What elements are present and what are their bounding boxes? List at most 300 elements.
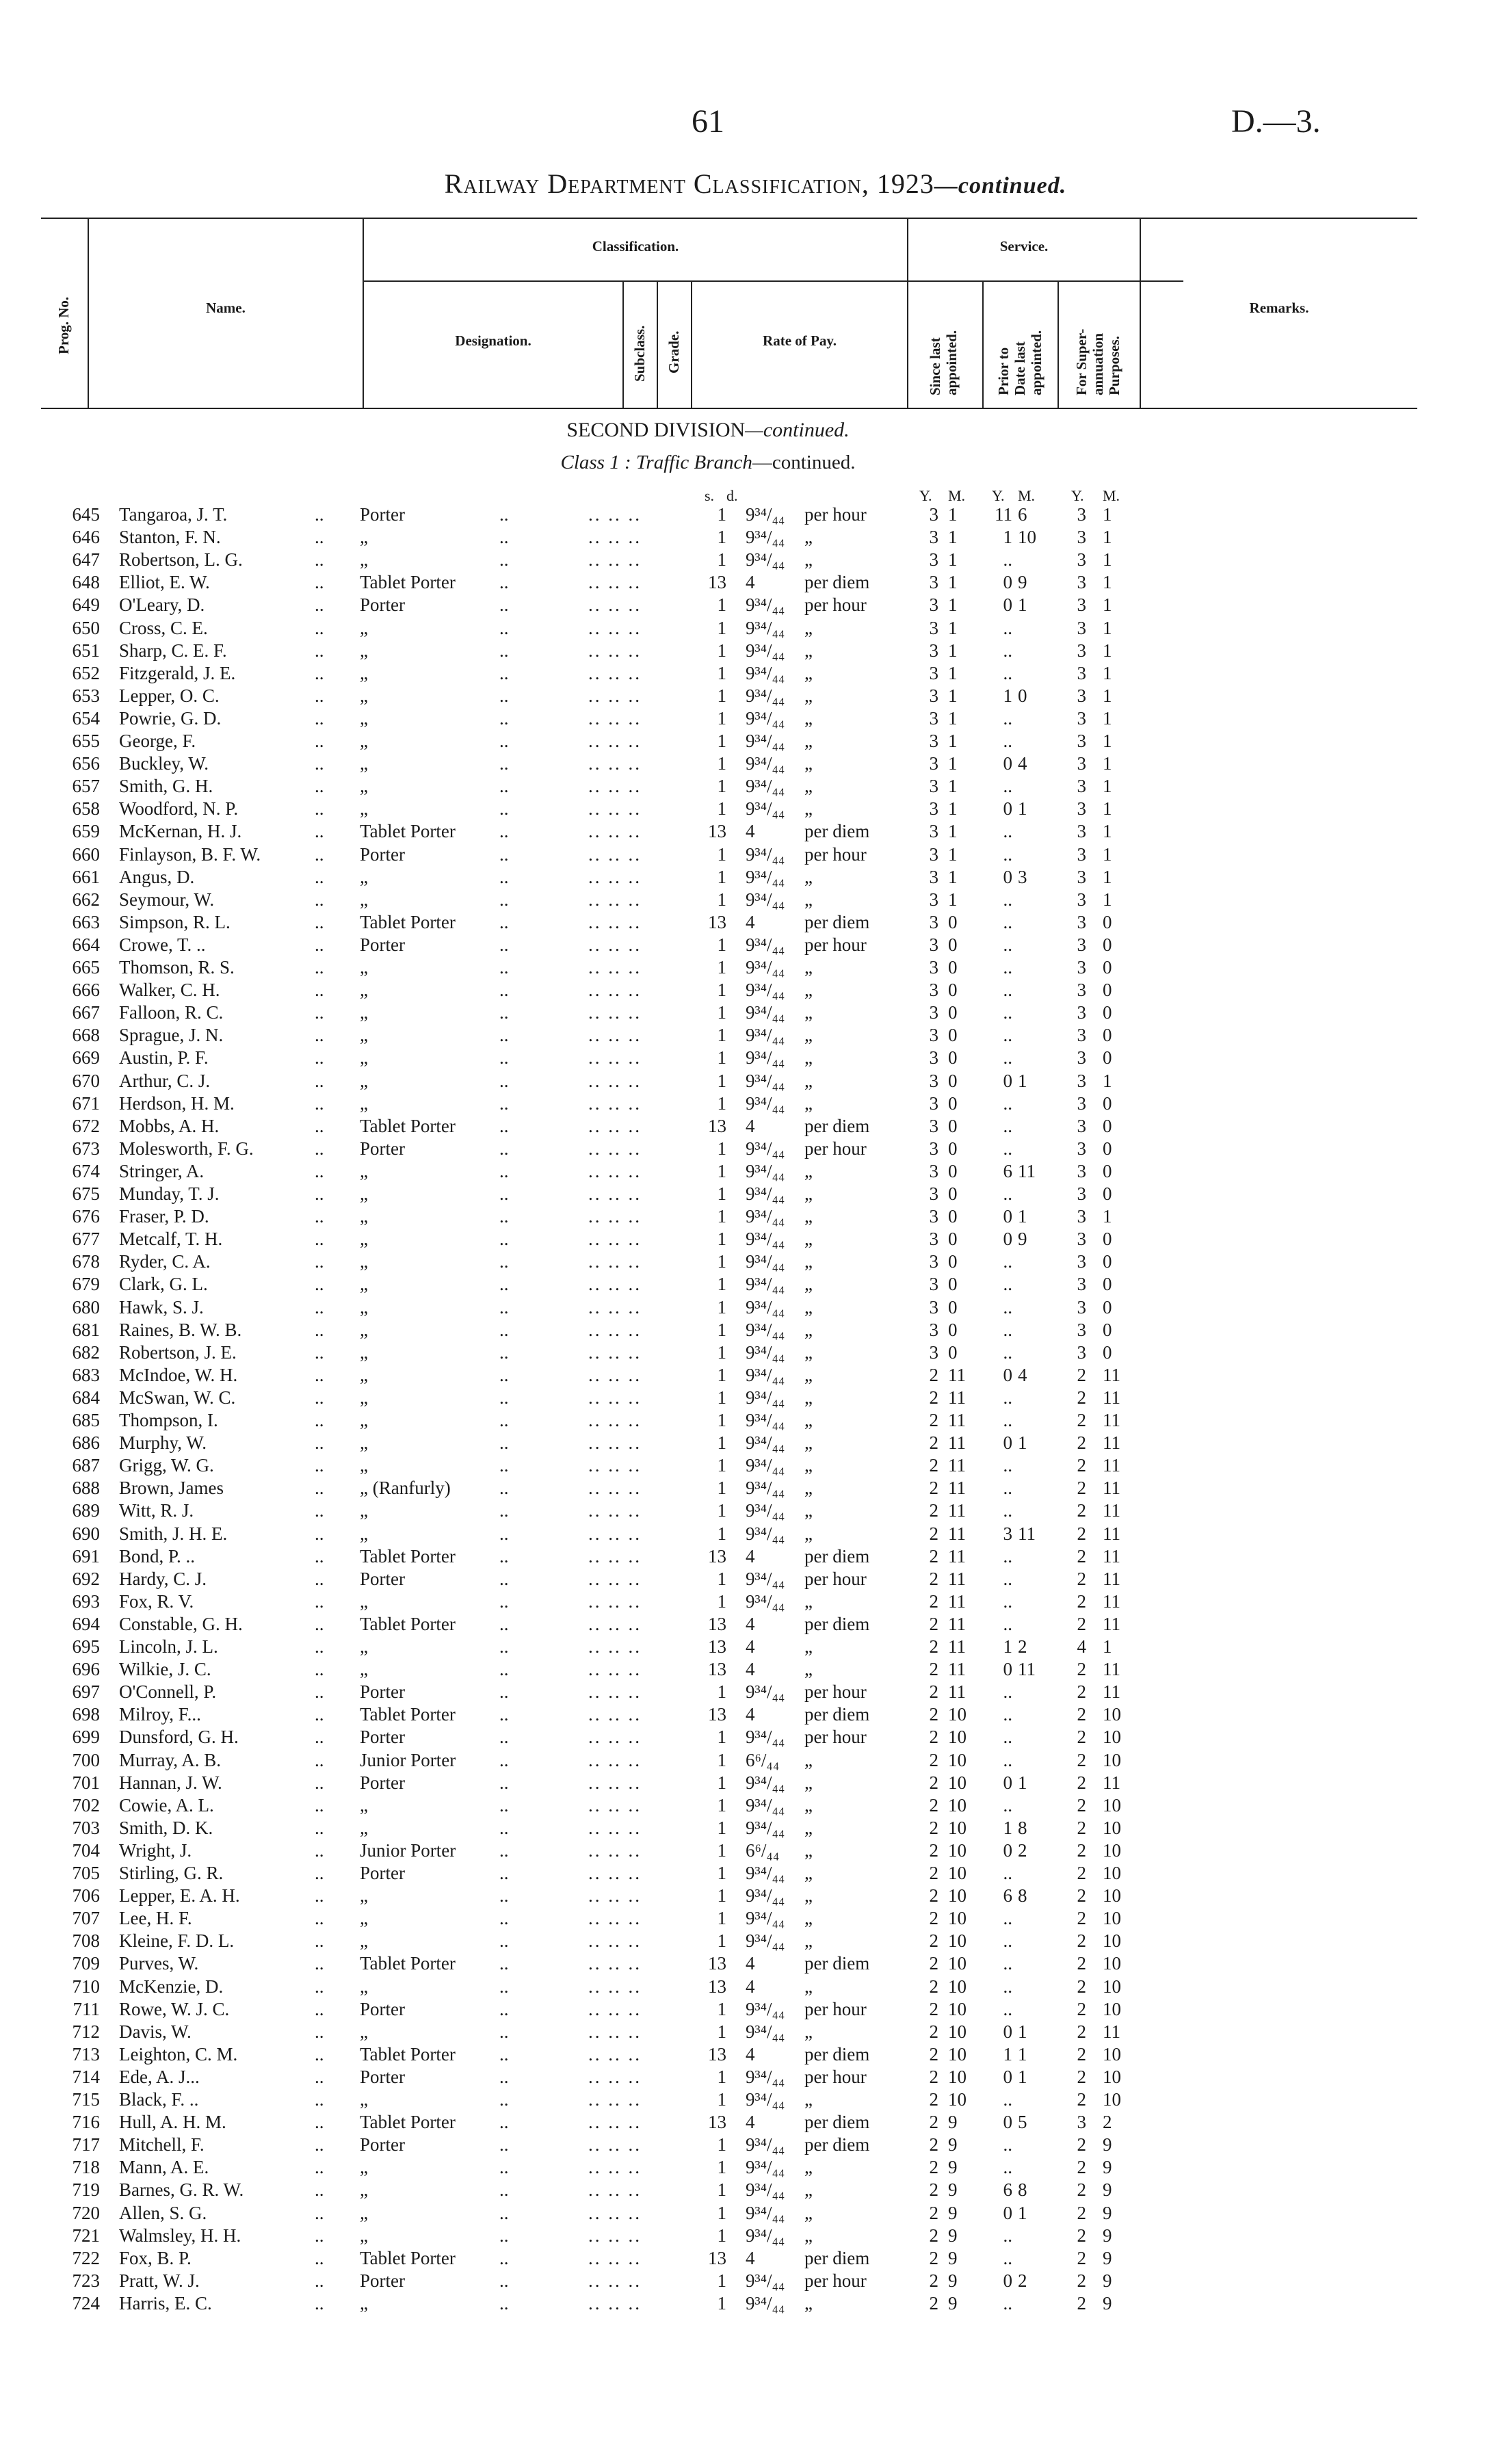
since-years: 3 [929, 662, 938, 683]
designation: „ [360, 1590, 368, 1612]
since-months: 9 [948, 2157, 958, 2178]
leader-dots: .. [499, 1455, 509, 1476]
pay-pence: 9³⁴/₄₄ [746, 2292, 785, 2314]
employee-name: McKenzie, D. [119, 1976, 224, 1997]
since-months: 0 [948, 1160, 958, 1181]
leader-dots: .. .. .. [588, 1772, 642, 1793]
leader-dots: .. .. .. [588, 1319, 642, 1340]
pay-pence: 9³⁴/₄₄ [746, 1863, 785, 1883]
pay-period: per hour [804, 1727, 867, 1748]
leader-dots: .. [499, 1930, 509, 1952]
pay-pence: 9³⁴/₄₄ [746, 1206, 785, 1227]
table-row [0, 503, 1511, 526]
since-months: 0 [948, 1341, 958, 1363]
pay-shillings: 1 [717, 731, 726, 751]
since-years: 2 [929, 2292, 938, 2314]
prior-years: .. [1003, 2247, 1012, 2268]
super-months: 0 [1103, 1229, 1112, 1250]
super-months: 1 [1103, 866, 1112, 887]
table-row [0, 1047, 1511, 1069]
pay-pence: 4 [746, 1953, 755, 1974]
pay-period: „ [804, 1160, 813, 1181]
prior-years: .. [1003, 1568, 1012, 1589]
designation: Tablet Porter [360, 1953, 456, 1974]
leader-dots: .. [315, 1613, 324, 1634]
since-years: 3 [929, 821, 938, 842]
prior-months: 1 [1018, 1772, 1027, 1793]
prior-years: .. [1003, 2089, 1012, 2110]
prog-number: 671 [72, 1092, 100, 1114]
leader-dots: .. [315, 662, 324, 683]
pay-shillings: 1 [717, 2270, 726, 2291]
employee-name: Sharp, C. E. F. [119, 640, 227, 661]
prog-number: 651 [72, 640, 100, 661]
table-row [0, 549, 1511, 571]
header-prior-line2: Date last [1012, 341, 1028, 395]
table-row [0, 866, 1511, 889]
pay-shillings: 1 [717, 1138, 726, 1159]
prog-number: 672 [72, 1115, 100, 1136]
header-service: Service. [999, 238, 1049, 254]
pay-shillings: 1 [717, 1998, 726, 2019]
table-row [0, 2179, 1511, 2201]
employee-name: Munday, T. J. [119, 1183, 220, 1204]
pay-shillings: 1 [717, 685, 726, 706]
super-years: 2 [1077, 1863, 1086, 1883]
designation: Tablet Porter [360, 911, 456, 932]
leader-dots: .. [499, 1387, 509, 1408]
designation: Tablet Porter [360, 1545, 456, 1567]
pay-shillings: 1 [717, 1885, 726, 1906]
leader-dots: .. [315, 753, 324, 774]
leader-dots: .. [499, 1545, 509, 1567]
pay-shillings: 1 [717, 866, 726, 887]
table-row [0, 1998, 1511, 2021]
table-row [0, 820, 1511, 843]
page-number: 61 [692, 103, 724, 140]
pay-period: „ [804, 1523, 813, 1544]
since-months: 9 [948, 2134, 958, 2155]
since-months: 1 [948, 527, 958, 548]
leader-dots: .. [499, 1839, 509, 1861]
pay-period: per diem [804, 1704, 870, 1725]
leader-dots: .. [315, 798, 324, 820]
designation: „ [360, 866, 368, 887]
prior-years: .. [1003, 1998, 1012, 2019]
super-years: 2 [1077, 1432, 1086, 1454]
pay-shillings: 1 [717, 1772, 726, 1793]
leader-dots: .. .. .. [588, 1478, 642, 1499]
designation: „ [360, 1432, 368, 1454]
prior-months: 8 [1018, 1817, 1027, 1838]
prog-number: 711 [73, 1998, 100, 2019]
pay-shillings: 1 [717, 2066, 726, 2087]
super-months: 0 [1103, 1047, 1112, 1069]
super-months: 10 [1103, 2089, 1121, 2110]
prog-number: 664 [72, 934, 100, 955]
table-row [0, 911, 1511, 934]
pay-period: „ [804, 2157, 813, 2178]
table-row [0, 1228, 1511, 1250]
prog-number: 695 [72, 1636, 100, 1657]
super-months: 9 [1103, 2247, 1112, 2268]
super-years: 3 [1077, 1341, 1086, 1363]
since-months: 9 [948, 2270, 958, 2291]
prior-years: 0 [1003, 1206, 1012, 1227]
leader-dots: .. [499, 1274, 509, 1295]
prior-months: 11 [1018, 1659, 1036, 1680]
prog-number: 656 [72, 753, 100, 774]
employee-name: Finlayson, B. F. W. [119, 843, 261, 865]
super-months: 9 [1103, 2225, 1112, 2246]
employee-name: Stringer, A. [119, 1160, 205, 1181]
pay-shillings: 1 [717, 1794, 726, 1816]
prior-years: .. [1003, 662, 1012, 683]
since-years: 3 [929, 1070, 938, 1091]
leader-dots: .. [315, 731, 324, 751]
prior-months: 11 [1018, 1523, 1036, 1544]
pay-period: „ [804, 980, 813, 1001]
leader-dots: .. [499, 957, 509, 978]
employee-name: Hardy, C. J. [119, 1568, 207, 1589]
pay-period: „ [804, 1206, 813, 1227]
super-months: 9 [1103, 2202, 1112, 2223]
leader-dots: .. .. .. [588, 1568, 642, 1589]
since-months: 10 [948, 1976, 967, 1997]
designation: „ [360, 1183, 368, 1204]
pay-shillings: 1 [717, 1523, 726, 1544]
pay-period: „ [804, 1863, 813, 1883]
leader-dots: .. [315, 1727, 324, 1748]
designation: „ [360, 1930, 368, 1952]
leader-dots: .. .. .. [588, 1659, 642, 1680]
prog-number: 722 [72, 2247, 100, 2268]
designation: „ [360, 1976, 368, 1997]
pay-period: per diem [804, 821, 870, 842]
pay-shillings: 1 [717, 1863, 726, 1883]
super-months: 0 [1103, 1251, 1112, 1272]
since-years: 2 [929, 2021, 938, 2042]
leader-dots: .. [315, 2157, 324, 2178]
header-mid-rule [363, 280, 1183, 282]
super-years: 2 [1077, 1410, 1086, 1430]
pay-shillings: 1 [717, 2179, 726, 2201]
leader-dots: .. [499, 2021, 509, 2042]
since-months: 0 [948, 911, 958, 932]
employee-name: Robertson, J. E. [119, 1341, 237, 1363]
prog-number: 692 [72, 1568, 100, 1589]
since-years: 2 [929, 1387, 938, 1408]
designation: „ [360, 1908, 368, 1929]
prior-years: .. [1003, 731, 1012, 751]
designation: „ [360, 1002, 368, 1023]
since-months: 0 [948, 1296, 958, 1318]
pay-pence: 9³⁴/₄₄ [746, 1092, 785, 1114]
table-row [0, 2111, 1511, 2134]
prior-months: 9 [1018, 572, 1027, 593]
employee-name: Bond, P. .. [119, 1545, 196, 1567]
pay-pence: 4 [746, 1976, 755, 1997]
employee-name: Purves, W. [119, 1953, 199, 1974]
pay-pence: 9³⁴/₄₄ [746, 594, 785, 616]
since-months: 0 [948, 1229, 958, 1250]
leader-dots: .. [315, 640, 324, 661]
super-years: 3 [1077, 980, 1086, 1001]
designation: Junior Porter [360, 1749, 456, 1770]
employee-name: Falloon, R. C. [119, 1002, 224, 1023]
employee-name: Harris, E. C. [119, 2292, 212, 2314]
since-years: 2 [929, 2202, 938, 2223]
pay-shillings: 1 [717, 798, 726, 820]
leader-dots: .. [315, 1002, 324, 1023]
since-months: 0 [948, 1047, 958, 1069]
leader-dots: .. .. .. [588, 1590, 642, 1612]
since-years: 2 [929, 1568, 938, 1589]
super-years: 2 [1077, 2247, 1086, 2268]
super-months: 0 [1103, 1138, 1112, 1159]
pay-period: per diem [804, 2043, 870, 2065]
employee-name: Wright, J. [119, 1839, 192, 1861]
prog-number: 683 [72, 1364, 100, 1385]
leader-dots: .. .. .. [588, 1025, 642, 1046]
prior-years: 0 [1003, 2270, 1012, 2291]
super-months: 1 [1103, 685, 1112, 706]
table-row [0, 798, 1511, 820]
since-months: 10 [948, 1817, 967, 1838]
super-months: 1 [1103, 617, 1112, 638]
super-years: 2 [1077, 2179, 1086, 2201]
since-years: 3 [929, 798, 938, 820]
leader-dots: .. [499, 1229, 509, 1250]
table-row [0, 2134, 1511, 2156]
since-months: 11 [948, 1387, 966, 1408]
pay-pence: 9³⁴/₄₄ [746, 1681, 785, 1703]
leader-dots: .. [499, 1568, 509, 1589]
since-months: 9 [948, 2202, 958, 2223]
prog-number: 680 [72, 1296, 100, 1318]
since-months: 10 [948, 1863, 967, 1883]
leader-dots: .. [315, 1681, 324, 1703]
pay-shillings: 1 [717, 1839, 726, 1861]
super-years: 2 [1077, 1953, 1086, 1974]
table-row [0, 1319, 1511, 1341]
prior-years: 1 [1003, 1817, 1012, 1838]
pay-shillings: 1 [717, 1092, 726, 1114]
since-months: 11 [948, 1613, 966, 1634]
designation: Porter [360, 2134, 405, 2155]
designation: „ [360, 1455, 368, 1476]
super-months: 1 [1103, 572, 1112, 593]
designation: Porter [360, 1681, 405, 1703]
since-years: 3 [929, 843, 938, 865]
since-years: 2 [929, 1908, 938, 1929]
prior-years: .. [1003, 1930, 1012, 1952]
designation: „ [360, 798, 368, 820]
since-months: 1 [948, 685, 958, 706]
since-months: 10 [948, 1749, 967, 1770]
since-years: 3 [929, 934, 938, 955]
since-months: 1 [948, 843, 958, 865]
table-row [0, 1364, 1511, 1387]
since-years: 3 [929, 866, 938, 887]
employee-name: McKernan, H. J. [119, 821, 242, 842]
leader-dots: .. .. .. [588, 776, 642, 797]
since-months: 9 [948, 2292, 958, 2314]
table-row [0, 571, 1511, 594]
prior-years: .. [1003, 1341, 1012, 1363]
prior-years: 0 [1003, 2202, 1012, 2223]
leader-dots: .. [499, 1206, 509, 1227]
since-years: 2 [929, 1749, 938, 1770]
super-months: 10 [1103, 1817, 1121, 1838]
prior-months: 0 [1018, 685, 1027, 706]
super-years: 3 [1077, 1206, 1086, 1227]
leader-dots: .. [315, 527, 324, 548]
employee-name: Mann, A. E. [119, 2157, 209, 2178]
super-years: 3 [1077, 2112, 1086, 2133]
since-months: 1 [948, 821, 958, 842]
leader-dots: .. .. .. [588, 707, 642, 729]
document-reference: D.—3. [1231, 103, 1321, 140]
division-title-continued: —continued. [745, 419, 850, 441]
employee-name: Murray, A. B. [119, 1749, 221, 1770]
prior-years: .. [1003, 1319, 1012, 1340]
since-years: 2 [929, 2157, 938, 2178]
since-months: 1 [948, 889, 958, 910]
employee-name: Thomson, R. S. [119, 957, 235, 978]
pay-pence: 9³⁴/₄₄ [746, 1568, 785, 1589]
super-months: 11 [1103, 1545, 1120, 1567]
leader-dots: .. .. .. [588, 1455, 642, 1476]
super-years: 2 [1077, 1659, 1086, 1680]
pay-shillings: 1 [717, 776, 726, 797]
super-years: 2 [1077, 2225, 1086, 2246]
super-years: 2 [1077, 1727, 1086, 1748]
pay-pence: 9³⁴/₄₄ [746, 934, 785, 955]
super-years: 2 [1077, 2270, 1086, 2291]
since-months: 0 [948, 1092, 958, 1114]
since-years: 2 [929, 1636, 938, 1657]
leader-dots: .. .. .. [588, 2179, 642, 2201]
super-years: 2 [1077, 1681, 1086, 1703]
pay-period: „ [804, 1251, 813, 1272]
pay-pence: 9³⁴/₄₄ [746, 549, 785, 571]
prior-years: .. [1003, 1047, 1012, 1069]
pay-pence: 9³⁴/₄₄ [746, 1160, 785, 1181]
page-title-continued: —continued. [934, 173, 1067, 198]
prior-years: 1 [1003, 2043, 1012, 2065]
employee-name: Clark, G. L. [119, 1274, 208, 1295]
prog-number: 694 [72, 1613, 100, 1634]
pay-period: per diem [804, 1613, 870, 1634]
leader-dots: .. [315, 2089, 324, 2110]
pay-pence: 9³⁴/₄₄ [746, 1319, 785, 1340]
designation: Porter [360, 1863, 405, 1883]
table-row [0, 1749, 1511, 1772]
pay-period: per diem [804, 911, 870, 932]
leader-dots: .. [499, 504, 509, 525]
table-row [0, 1590, 1511, 1613]
leader-dots: .. [315, 685, 324, 706]
super-years: 3 [1077, 1025, 1086, 1046]
leader-dots: .. [499, 1636, 509, 1657]
pay-period: „ [804, 1455, 813, 1476]
prog-number: 659 [72, 821, 100, 842]
leader-dots: .. [499, 2157, 509, 2178]
leader-dots: .. [499, 572, 509, 593]
employee-name: Allen, S. G. [119, 2202, 207, 2223]
super-years: 3 [1077, 572, 1086, 593]
page-title-main: Railway Department Classification, 1923 [444, 168, 934, 199]
pay-period: per hour [804, 1998, 867, 2019]
prog-number: 679 [72, 1274, 100, 1295]
pay-period: per hour [804, 2066, 867, 2087]
pay-pence: 9³⁴/₄₄ [746, 1364, 785, 1385]
super-months: 0 [1103, 1319, 1112, 1340]
prog-number: 673 [72, 1138, 100, 1159]
leader-dots: .. [315, 594, 324, 616]
since-years: 2 [929, 1364, 938, 1385]
unit-shillings: s. [705, 487, 715, 504]
unit-pence: d. [726, 487, 738, 504]
employee-name: Raines, B. W. B. [119, 1319, 242, 1340]
designation: „ [360, 753, 368, 774]
since-years: 3 [929, 1138, 938, 1159]
since-years: 3 [929, 572, 938, 593]
since-months: 11 [948, 1364, 966, 1385]
pay-period: „ [804, 549, 813, 571]
prior-months: 1 [1018, 2043, 1027, 2065]
since-years: 2 [929, 2089, 938, 2110]
prog-number: 676 [72, 1206, 100, 1227]
leader-dots: .. .. .. [588, 1296, 642, 1318]
prior-years: .. [1003, 1863, 1012, 1883]
since-years: 2 [929, 1432, 938, 1454]
leader-dots: .. .. .. [588, 957, 642, 978]
since-months: 10 [948, 1772, 967, 1793]
since-months: 10 [948, 2043, 967, 2065]
leader-dots: .. .. .. [588, 1953, 642, 1974]
super-months: 1 [1103, 821, 1112, 842]
designation: Tablet Porter [360, 2043, 456, 2065]
pay-pence: 9³⁴/₄₄ [746, 957, 785, 978]
super-months: 10 [1103, 2043, 1121, 2065]
prior-years: 0 [1003, 1070, 1012, 1091]
pay-pence: 9³⁴/₄₄ [746, 1727, 785, 1748]
prog-number: 688 [72, 1478, 100, 1499]
leader-dots: .. [499, 889, 509, 910]
prog-number: 719 [72, 2179, 100, 2201]
pay-period: „ [804, 1794, 813, 1816]
leader-dots: .. .. .. [588, 2247, 642, 2268]
leader-dots: .. [315, 1183, 324, 1204]
pay-period: „ [804, 1047, 813, 1069]
super-months: 0 [1103, 1183, 1112, 1204]
super-months: 11 [1103, 1410, 1120, 1430]
since-months: 11 [948, 1590, 966, 1612]
pay-period: „ [804, 1772, 813, 1793]
leader-dots: .. [315, 2202, 324, 2223]
pay-shillings: 1 [717, 1590, 726, 1612]
designation: „ [360, 1523, 368, 1544]
super-years: 3 [1077, 821, 1086, 842]
leader-dots: .. [499, 1681, 509, 1703]
table-row [0, 1160, 1511, 1183]
employee-name: Molesworth, F. G. [119, 1138, 254, 1159]
branch-name: Traffic Branch [635, 451, 752, 473]
super-months: 1 [1103, 640, 1112, 661]
super-months: 0 [1103, 934, 1112, 955]
